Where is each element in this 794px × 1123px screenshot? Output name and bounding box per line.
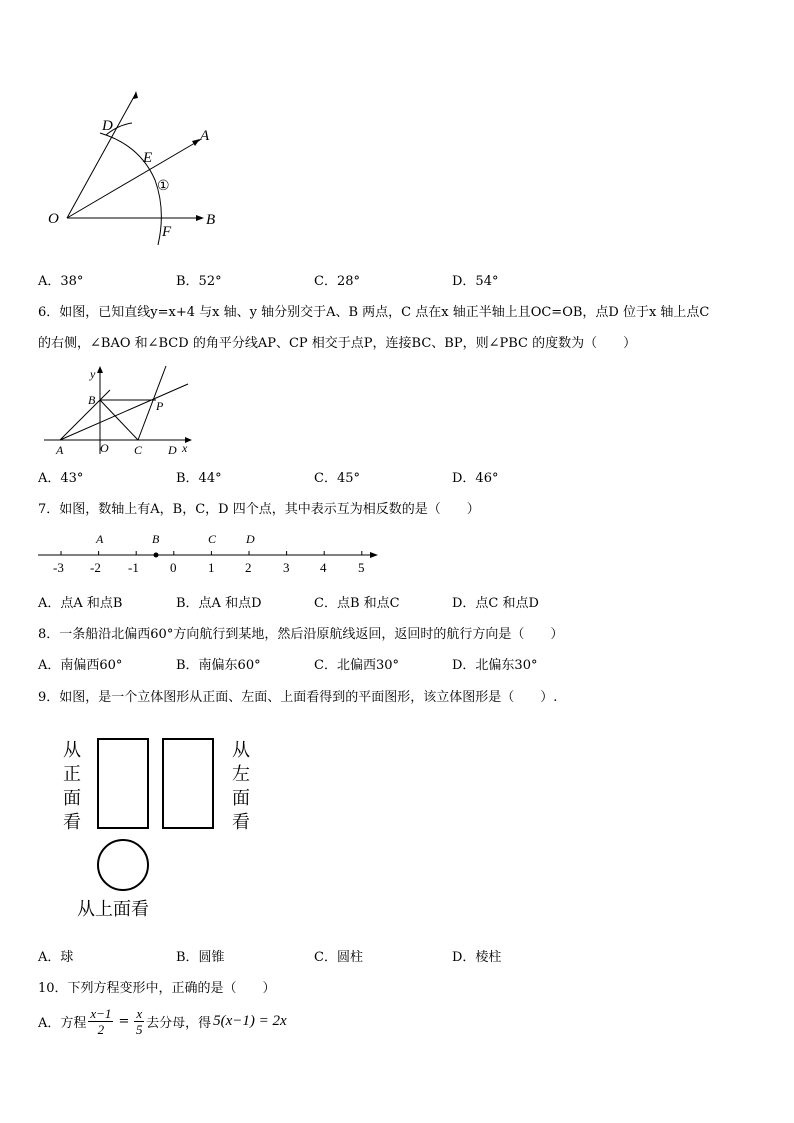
front-view-label: 从 正 面 看 <box>63 740 81 833</box>
q5-option-d[interactable]: D．54° <box>452 274 499 289</box>
point-label-b: B <box>152 532 160 546</box>
label-o: O <box>100 441 109 455</box>
label-a: A <box>56 443 64 457</box>
tick-label-0: 0 <box>170 560 177 575</box>
label-y: y <box>90 367 96 381</box>
label-p: P <box>156 399 164 413</box>
q5-option-b[interactable]: B．52° <box>176 274 222 289</box>
tick-label-5: 5 <box>358 560 365 575</box>
q9-option-a[interactable]: A．球 <box>38 950 74 965</box>
q10-stem: 10．下列方程变形中，正确的是（ ） <box>38 981 276 996</box>
point-label-d: D <box>246 532 255 546</box>
ray-oa <box>67 140 200 218</box>
top-view-circle <box>97 839 149 891</box>
q10-option-a[interactable] <box>38 1006 287 1037</box>
label-d: D <box>168 443 177 457</box>
label-x: x <box>182 441 188 455</box>
tick-label-3: 3 <box>283 560 290 575</box>
q8-option-d[interactable]: D．北偏东30° <box>452 658 538 673</box>
q9-option-d[interactable]: D．棱柱 <box>452 950 502 965</box>
q8-option-a[interactable]: A．南偏西60° <box>38 658 123 673</box>
fraction-2: $\frac{x}{5}$ <box>135 1006 143 1037</box>
q7-number-line <box>36 528 386 578</box>
q8-stem: 8．一条船沿北偏西60°方向航行到某地，然后沿原航线返回，返回时的航行方向是（ ） <box>38 627 564 642</box>
q6-figure <box>38 362 198 458</box>
q7-stem: 7．如图，数轴上有A，B，C，D 四个点，其中表示互为相反数的是（ ） <box>38 502 480 517</box>
label-o: O <box>48 211 59 227</box>
point-b-dot <box>154 553 159 558</box>
top-view-label: 从上面看 <box>77 899 149 920</box>
q10-option-a-prefix: A．方程 <box>38 1016 87 1031</box>
q5-option-c[interactable]: C．28° <box>314 274 360 289</box>
q7-option-a[interactable]: A．点A 和点B <box>38 596 123 611</box>
tick-label-1: 1 <box>208 560 215 575</box>
q6-option-d[interactable]: D．46° <box>452 471 499 486</box>
q7-option-d[interactable]: D．点C 和点D <box>452 596 539 611</box>
equals-sign: = <box>118 1014 130 1029</box>
label-f: F <box>162 224 172 240</box>
front-view-rect <box>97 738 149 829</box>
q6-stem-line1: 6．如图，已知直线y=x+4 与x 轴、y 轴分别交于A、B 两点，C 点在x 轴正半轴上且OC=OB，点D 位于x 轴上点C <box>38 305 710 320</box>
label-b: B <box>206 212 216 228</box>
q6-option-c[interactable]: C．45° <box>314 471 360 486</box>
tick-label-m1: -1 <box>128 560 139 575</box>
tick-label-m2: -2 <box>90 560 101 575</box>
label-c: C <box>134 443 143 457</box>
q6-option-b[interactable]: B．44° <box>176 471 222 486</box>
q9-option-b[interactable]: B．圆锥 <box>176 950 225 965</box>
q6-stem-line2: 的右侧，∠BAO 和∠BCD 的角平分线AP、CP 相交于点P，连接BC、BP，则∠PBC 的度数为（ ） <box>38 336 637 351</box>
fraction-1: $\frac{x-1}{2}$ <box>90 1006 112 1037</box>
q7-option-b[interactable]: B．点A 和点D <box>176 596 262 611</box>
q8-option-b[interactable]: B．南偏东60° <box>176 658 261 673</box>
label-d: D <box>102 118 113 134</box>
q5-option-a[interactable]: A．38° <box>38 274 84 289</box>
ray-od <box>67 93 136 218</box>
label-b: B <box>88 393 96 407</box>
point-label-c: C <box>208 532 217 546</box>
q7-option-c[interactable]: C．点B 和点C <box>314 596 400 611</box>
q5-figure <box>40 85 240 250</box>
tick-label-2: 2 <box>245 560 252 575</box>
q8-option-c[interactable]: C．北偏西30° <box>314 658 399 673</box>
q10-option-a-result: 5(x−1) = 2x <box>213 1013 287 1029</box>
left-view-label: 从 左 面 看 <box>232 740 250 833</box>
q9-stem: 9．如图，是一个立体图形从正面、左面、上面看得到的平面图形，该立体图形是（ ）. <box>38 690 558 705</box>
label-e: E <box>143 150 153 166</box>
left-view-rect <box>162 738 214 829</box>
point-label-a: A <box>96 532 104 546</box>
label-a: A <box>200 128 210 144</box>
q6-option-a[interactable]: A．43° <box>38 471 84 486</box>
q9-option-c[interactable]: C．圆柱 <box>314 950 363 965</box>
tick-label-m3: -3 <box>53 560 64 575</box>
q10-option-a-mid: 去分母，得 <box>146 1016 212 1031</box>
label-circ: ① <box>157 179 170 194</box>
q9-figure <box>55 735 265 925</box>
tick-label-4: 4 <box>320 560 327 575</box>
